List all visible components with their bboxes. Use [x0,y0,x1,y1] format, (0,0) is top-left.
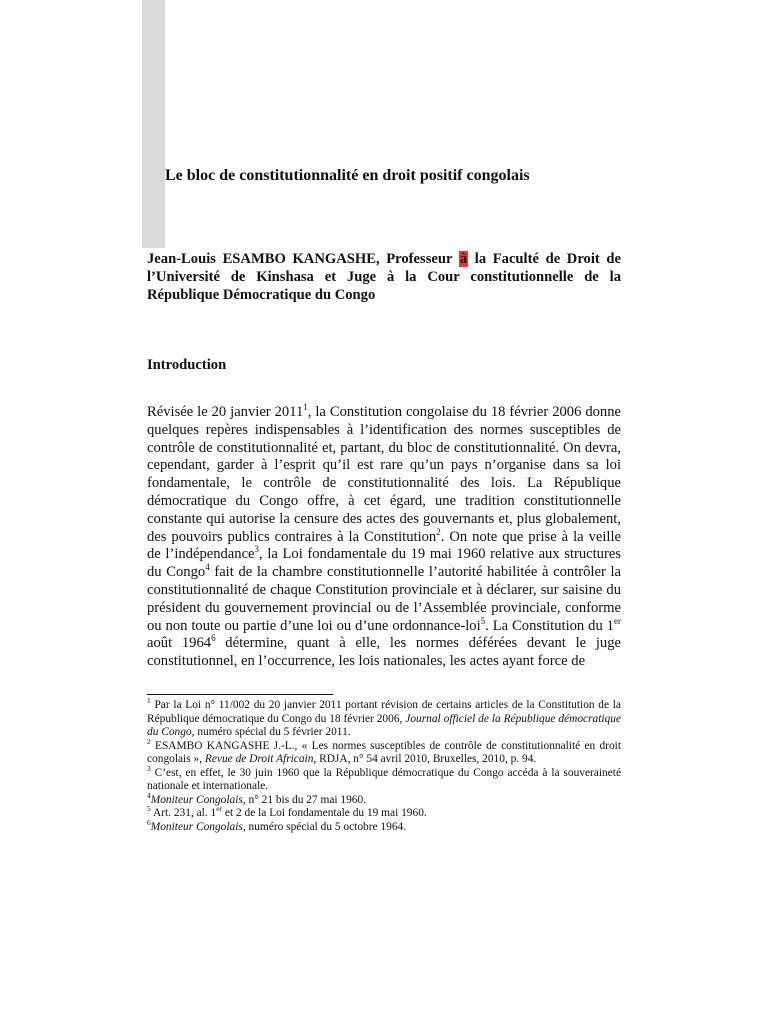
footnote-text: ESAMBO KANGASHE J.-L., « Les normes susceptibles de contrôle de constitutionnalité en droit congolais », [147,739,621,765]
footnote-2 [147,736,621,767]
ordinal-superscript: er [613,615,621,626]
paragraph-text: , la Loi fondamentale du 19 mai 1960 relative aux structures du Congo [147,546,622,581]
footnote-italic-text: Moniteur Congolais [150,793,243,806]
footnote-1 [147,696,621,740]
footnote-italic-text: Journal officiel de la République démocratique du Congo [147,712,621,738]
ordinal-superscript: er [216,804,223,814]
footnote-5 [147,804,621,821]
footnote-italic-text: Revue de Droit Africain [204,753,314,765]
paragraph-text: . La Constitution du 1 [485,617,614,634]
footnote-number: 6 [147,817,151,827]
left-margin-band [142,0,165,248]
footnote-number: 5 [147,804,151,814]
footnote-text: Par la Loi n° 11/002 du 20 janvier 2011 portant révision de certains articles de la Constitution de la République démocratique du Congo du 18 février 2006, [147,699,621,725]
footnote-ref-1[interactable]: 1 [303,402,308,413]
footnote-ref-3[interactable]: 3 [254,544,260,555]
footnote-text: , RDJA, n° 54 avril 2010, Bruxelles, 2010, p. 94. [313,753,537,765]
author-text-before: Jean-Louis ESAMBO KANGASHE, Professeur [147,251,459,267]
footnote-ref-5[interactable]: 5 [480,615,486,626]
paragraph-text: fait de la chambre constitutionnelle l’autorité habilitée à contrôler la constitutionnalité de chaque Constitution provinciale et à déclarer, sur saisine du président du gouvernement provincial ou de l’Assemblée provinciale, conforme ou non toute ou partie d’une loi ou d’une ordonnance-loi [147,564,621,634]
footnote-ref-4[interactable]: 4 [205,562,210,573]
footnote-3 [147,763,621,794]
footnote-text: et 2 de la Loi fondamentale du 19 mai 1960. [222,807,427,819]
footnote-separator [147,694,333,695]
footnote-ref-2[interactable]: 2 [436,526,441,537]
footnote-number: 2 [147,736,151,746]
footnote-ref-6[interactable]: 6 [211,633,216,644]
introduction-heading: Introduction [147,357,227,373]
footnote-text: , numéro spécial du 5 octobre 1964. [242,820,407,833]
paragraph-text: août 1964 [147,635,212,652]
footnote-number: 4 [147,790,151,800]
introduction-paragraph [147,404,621,671]
paragraph-text: détermine, quant à elle, les normes déférées devant le juge constitutionnel, en l’occurrence, les lois nationales, les actes ayant force de [147,635,621,670]
footnotes-section [147,696,621,834]
document-title: Le bloc de constitutionnalité en droit positif congolais [165,167,530,184]
author-text-after: la Faculté de Droit de l’Université de Kinshasa et Juge à la Cour constitutionnelle de la République Démocratique du Congo [147,251,621,303]
paragraph-text: , la Constitution congolaise du 18 février 2006 donne quelques repères indispensables à l’identification des normes susceptibles de contrôle de constitutionnalité et, partant, du bloc de constitutionnalité. On devra, cependant, garder à l’esprit qu’il est rare qu’un pays n’organise dans sa loi fondamentale, le contrôle de constitutionnalité des lois. La République démocratique du Congo offre, à cet égard, une tradition constitutionnelle constante qui autorise la censure des actes des gouvernants et, plus globalement, des pouvoirs publics contraires à la Constitution [147,404,621,545]
footnote-number: 3 [147,763,151,773]
footnote-text: Art. 231, al. 1 [150,807,217,819]
paragraph-text: Révisée le 20 janvier 2011 [147,404,304,420]
footnote-text: C’est, en effet, le 30 juin 1960 que la République démocratique du Congo accéda à la souveraineté nationale et internationale. [147,766,621,792]
highlighted-word: à [459,251,468,267]
footnote-text: , n° 21 bis du 27 mai 1960. [242,793,367,806]
paragraph-text: . On note que prise à la veille de l’indépendance [147,528,622,563]
footnote-number: 1 [147,696,151,706]
footnote-italic-text: Moniteur Congolais [150,820,243,833]
author-affiliation [147,250,621,304]
footnote-6 [147,817,621,835]
footnote-text: , numéro spécial du 5 février 2011. [191,726,351,738]
